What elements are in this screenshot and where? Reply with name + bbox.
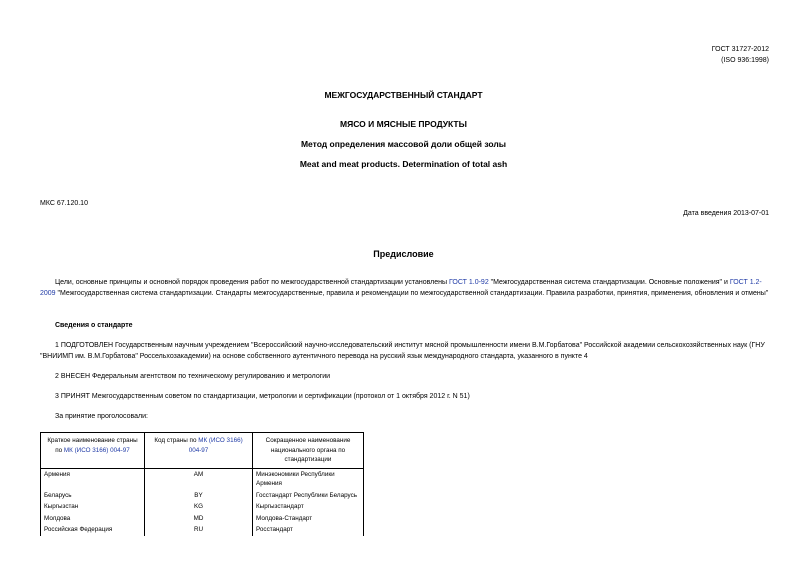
preface-paragraph-1 bbox=[40, 278, 772, 299]
submitted-by-paragraph: 2 ВНЕСЕН Федеральным агентством по техническому регулированию и метрологии bbox=[55, 373, 331, 380]
method-title: Метод определения массовой доли общей золы bbox=[300, 139, 507, 149]
code-cell: AM bbox=[145, 468, 253, 490]
body-cell: Кыргызстандарт bbox=[253, 501, 364, 513]
body-cell: Росстандарт bbox=[253, 524, 364, 536]
document-code bbox=[712, 45, 769, 66]
header-standards-body: Сокращенное наименование национального органа по стандартизации bbox=[253, 433, 364, 469]
header-country-code: Код страны по МК (ИСО 3166) 004-97 bbox=[145, 433, 253, 469]
product-title: МЯСО И МЯСНЫЕ ПРОДУКТЫ bbox=[340, 119, 467, 129]
header-country-name: Краткое наименование страны по МК (ИСО 3166) 004-97 bbox=[41, 433, 145, 469]
adopted-by-paragraph: 3 ПРИНЯТ Межгосударственным советом по стандартизации, метрологии и сертификации (протокол от 1 октября 2012 г. N 51) bbox=[55, 393, 470, 400]
voted-for-paragraph: За принятие проголосовали: bbox=[55, 413, 148, 420]
mk-iso-link-1[interactable]: МК (ИСО 3166) 004-97 bbox=[63, 446, 130, 454]
gost-1-2-link[interactable]: ГОСТ 1.2-2009 bbox=[40, 279, 762, 297]
code-cell: MD bbox=[145, 513, 253, 525]
country-cell: Кыргызстан bbox=[41, 501, 145, 513]
country-cell: Российская Федерация bbox=[41, 524, 145, 536]
preface-text-2: "Межгосударственная система стандартизации. Основные положения" и bbox=[488, 279, 730, 286]
iso-number: (ISO 936:1998) bbox=[721, 56, 769, 64]
country-cell: Беларусь bbox=[41, 490, 145, 502]
code-cell: KG bbox=[145, 501, 253, 513]
standard-info-heading: Сведения о стандарте bbox=[55, 322, 133, 329]
table-row bbox=[41, 524, 364, 536]
english-title: Meat and meat products. Determination of total ash bbox=[299, 159, 508, 169]
mk-iso-link-2[interactable]: МК (ИСО 3166) 004-97 bbox=[188, 437, 243, 454]
table-row bbox=[41, 468, 364, 490]
preface-text-1: Цели, основные принципы и основной порядок проведения работ по межгосударственной стандартизации установлены bbox=[55, 279, 449, 286]
table-row bbox=[41, 490, 364, 502]
effective-date: Дата введения 2013-07-01 bbox=[683, 210, 769, 217]
gost-1-0-link[interactable]: ГОСТ 1.0-92 bbox=[448, 279, 489, 286]
table-header-row bbox=[41, 433, 364, 469]
table-row bbox=[41, 501, 364, 513]
gost-number: ГОСТ 31727-2012 bbox=[711, 46, 769, 53]
voting-countries-table bbox=[40, 432, 364, 536]
prepared-by-paragraph: 1 ПОДГОТОВЛЕН Государственным научным учреждением "Всероссийский научно-исследовательский институт мясной промышленности имени В.М.Горбатова" Российской академии сельскохозяйственных наук (ГНУ "ВНИИМП им. В.М.Горбатова" Россельхозакадемии) на основе собственного аутентичного перевода на русский язык международного стандарта, указанного в пункте 4 bbox=[40, 342, 765, 360]
table-row bbox=[41, 513, 364, 525]
preface-text-3: "Межгосударственная система стандартизации. Стандарты межгосударственные, правила и рекомендации по межгосударственной стандартизации. Правила разработки, принятия, применения, обновления и отмены" bbox=[55, 289, 769, 297]
country-cell: Молдова bbox=[41, 513, 145, 525]
code-cell: BY bbox=[145, 490, 253, 502]
body-cell: Минэкономики Республики Армения bbox=[253, 468, 364, 490]
standard-type-title: МЕЖГОСУДАРСТВЕННЫЙ СТАНДАРТ bbox=[324, 90, 483, 100]
code-cell: RU bbox=[145, 524, 253, 536]
body-cell: Госстандарт Республики Беларусь bbox=[253, 490, 364, 502]
mks-code: МКС 67.120.10 bbox=[40, 200, 88, 207]
country-cell: Армения bbox=[41, 468, 145, 490]
body-cell: Молдова-Стандарт bbox=[253, 513, 364, 525]
preface-heading: Предисловие bbox=[373, 249, 434, 259]
